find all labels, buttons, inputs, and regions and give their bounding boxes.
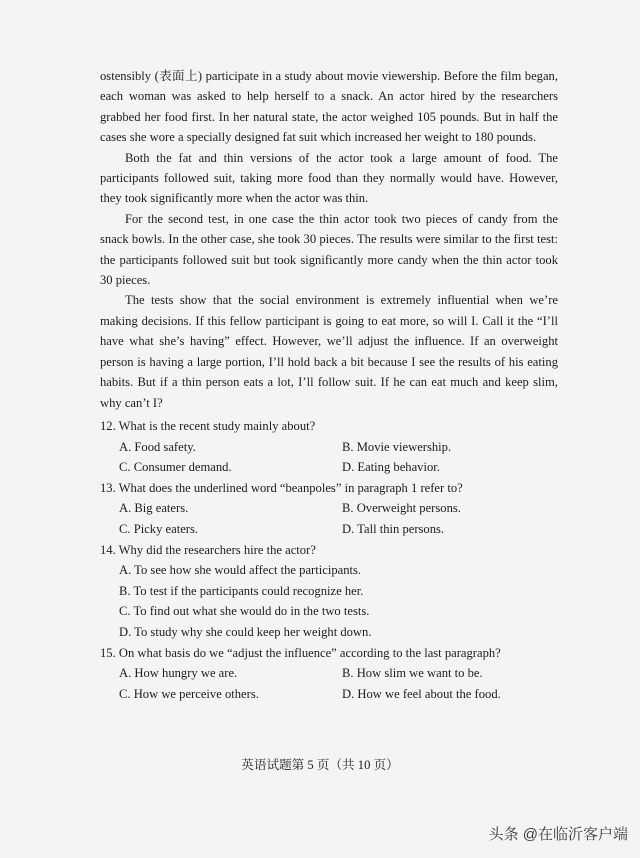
passage-paragraph-1: ostensibly (表面上) participate in a study about movie viewership. Before the film began, each woman was asked to help herself to a snack. An actor hired by the researchers grabbed her food first. In her natural state, the actor weighed 105 pounds. But in half the cases she wore a specially designed fat suit which increased her weight to 180 pounds. xyxy=(100,69,558,145)
question-14-option-a: A. To see how she would affect the participants. xyxy=(119,563,362,578)
question-13-option-a: A. Big eaters. xyxy=(119,501,189,516)
question-13-option-b: B. Overweight persons. xyxy=(342,501,461,516)
source-watermark: 头条 @在临沂客户端 xyxy=(488,826,628,843)
question-14-option-c: C. To find out what she would do in the two tests. xyxy=(119,604,370,619)
question-14-option-d: D. To study why she could keep her weight down. xyxy=(119,624,372,639)
question-list xyxy=(100,416,570,704)
page-footer: 英语试题第 5 页（共 10 页） xyxy=(241,758,399,772)
question-15-stem: 15. On what basis do we “adjust the influence” according to the last paragraph? xyxy=(100,645,501,660)
question-15-option-d: D. How we feel about the food. xyxy=(342,686,501,701)
question-13-option-d: D. Tall thin persons. xyxy=(342,521,445,536)
question-12-option-a: A. Food safety. xyxy=(119,439,196,454)
question-13-options-row-2 xyxy=(100,519,570,540)
question-12-option-d: D. Eating behavior. xyxy=(342,460,440,475)
question-14-option-b: B. To test if the participants could recognize her. xyxy=(119,583,364,598)
question-15-option-c: C. How we perceive others. xyxy=(119,686,259,701)
question-12-options-row-2 xyxy=(100,457,570,478)
reading-passage xyxy=(100,66,558,413)
question-15-options-row-1 xyxy=(100,663,570,684)
question-13-option-c: C. Picky eaters. xyxy=(119,521,199,536)
question-12-option-b: B. Movie viewership. xyxy=(342,439,452,454)
question-12-options-row-1 xyxy=(100,437,570,458)
question-15-option-a: A. How hungry we are. xyxy=(119,666,238,681)
passage-paragraph-3: For the second test, in one case the thin actor took two pieces of candy from the snack bowls. In the other case, she took 30 pieces. The results were similar to the first test: the participants followed suit but took significantly more candy when the thin actor took 30 pieces. xyxy=(100,211,558,288)
question-15-option-b: B. How slim we want to be. xyxy=(342,666,483,681)
question-12-stem: 12. What is the recent study mainly about? xyxy=(100,419,316,433)
question-12-option-c: C. Consumer demand. xyxy=(119,460,232,475)
question-13-options-row-1 xyxy=(100,498,570,519)
question-14-stem: 14. Why did the researchers hire the actor? xyxy=(100,542,316,557)
passage-paragraph-2: Both the fat and thin versions of the actor took a large amount of food. The participants followed suit, taking more food than they normally would have. However, they took significantly more when the actor was thin. xyxy=(100,150,558,206)
question-15-options-row-2 xyxy=(100,684,570,705)
question-13-stem: 13. What does the underlined word “beanpoles” in paragraph 1 refer to? xyxy=(100,480,463,495)
passage-paragraph-4: The tests show that the social environment is extremely influential when we’re making decisions. If this fellow participant is going to eat more, so will I. Call it the “I’ll have what she’s having” effect. However, we’ll adjust the influence. If an overweight person is having a large portion, I’ll hold back a bit because I see the results of his eating habits. But if a thin person eats a lot, I’ll follow suit. If he can eat much and keep slim, why can’t I? xyxy=(100,293,558,410)
